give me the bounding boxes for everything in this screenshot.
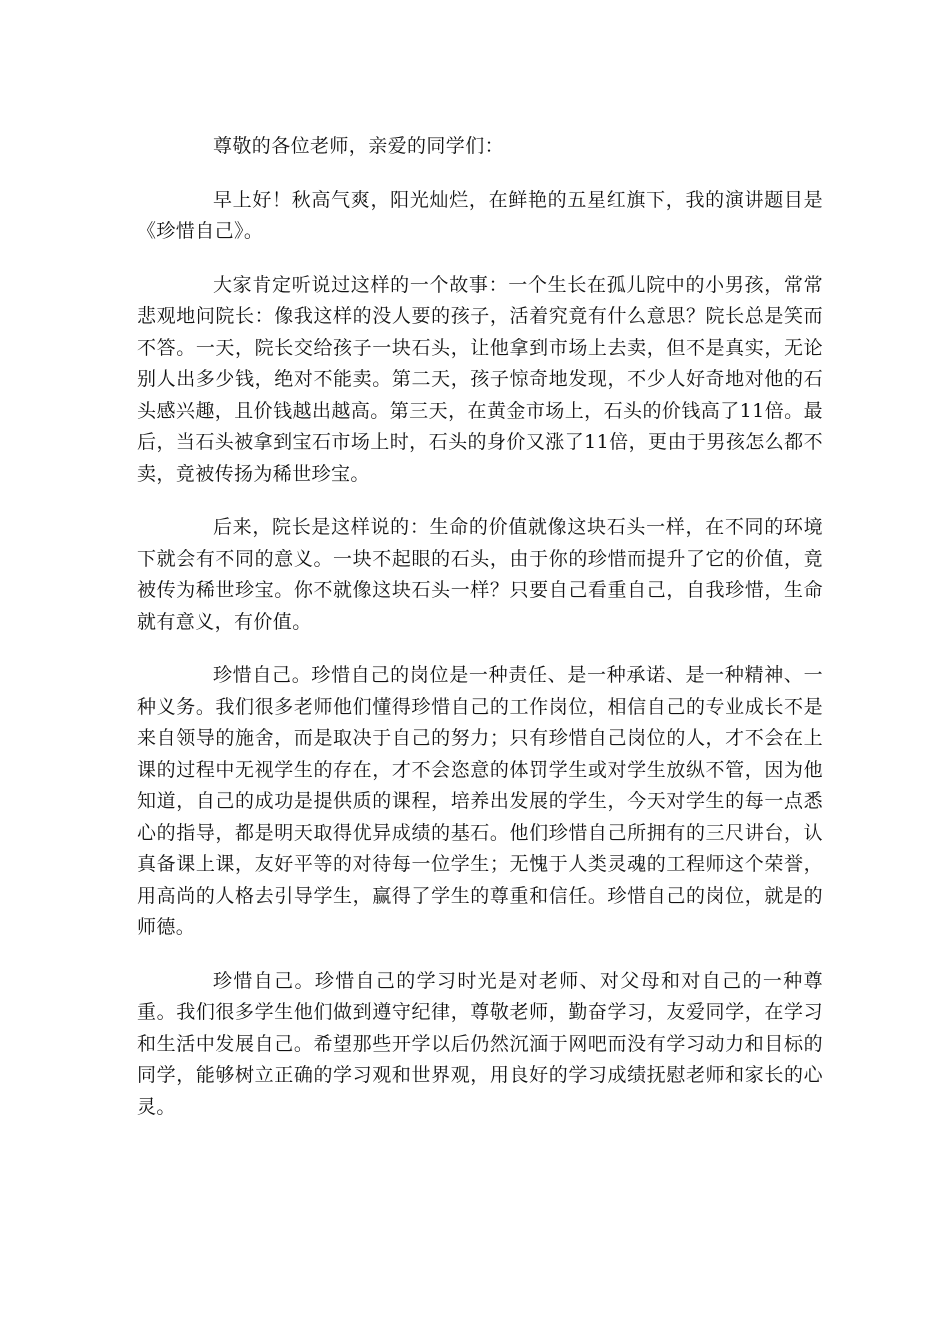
student-paragraph: 珍惜自己。珍惜自己的学习时光是对老师、对父母和对自己的一种尊重。我们很多学生他们做到遵守纪律，尊敬老师，勤奋学习，友爱同学，在学习和生活中发展自己。希望那些开学以后仍然沉湎于网吧而没有学习动力和目标的同学，能够树立正确的学习观和世界观，用良好的学习成绩抚慰老师和家长的心灵。 [137, 969, 823, 1118]
story-paragraph: 大家肯定听说过这样的一个故事：一个生长在孤儿院中的小男孩，常常悲观地问院长：像我这样的没人要的孩子，活着究竟有什么意思？院长总是笑而不答。一天，院长交给孩子一块石头，让他拿到市场上去卖，但不是真实，无论别人出多少钱，绝对不能卖。第二天，孩子惊奇地发现，不少人好奇地对他的石头感兴趣，且价钱越出越高。第三天，在黄金市场上，石头的价钱高了11倍。最后，当石头被拿到宝石市场上时，石头的身价又涨了11倍，更由于男孩怎么都不卖，竟被传扬为稀世珍宝。 [137, 273, 823, 485]
salutation-paragraph: 尊敬的各位老师，亲爱的同学们： [213, 135, 505, 157]
greeting-paragraph: 早上好！秋高气爽，阳光灿烂，在鲜艳的五星红旗下，我的演讲题目是《珍惜自己》。 [137, 188, 823, 242]
speech-body [137, 131, 823, 1145]
lesson-paragraph: 后来，院长是这样说的：生命的价值就像这块石头一样，在不同的环境下就会有不同的意义。一块不起眼的石头，由于你的珍惜而提升了它的价值，竟被传为稀世珍宝。你不就像这块石头一样？只要自己看重自己，自我珍惜，生命就有意义，有价值。 [137, 516, 823, 633]
teacher-paragraph: 珍惜自己。珍惜自己的岗位是一种责任、是一种承诺、是一种精神、一种义务。我们很多老师他们懂得珍惜自己的工作岗位，相信自己的专业成长不是来自领导的施舍，而是取决于自己的努力；只有珍惜自己岗位的人，才不会在上课的过程中无视学生的存在，才不会恣意的体罚学生或对学生放纵不管，因为他知道，自己的成功是提供质的课程，培养出发展的学生，今天对学生的每一点悉心的指导，都是明天取得优异成绩的基石。他们珍惜自己所拥有的三尺讲台，认真备课上课，友好平等的对待每一位学生；无愧于人类灵魂的工程师这个荣誉，用高尚的人格去引导学生，赢得了学生的尊重和信任。珍惜自己的岗位，就是的师德。 [137, 664, 823, 938]
